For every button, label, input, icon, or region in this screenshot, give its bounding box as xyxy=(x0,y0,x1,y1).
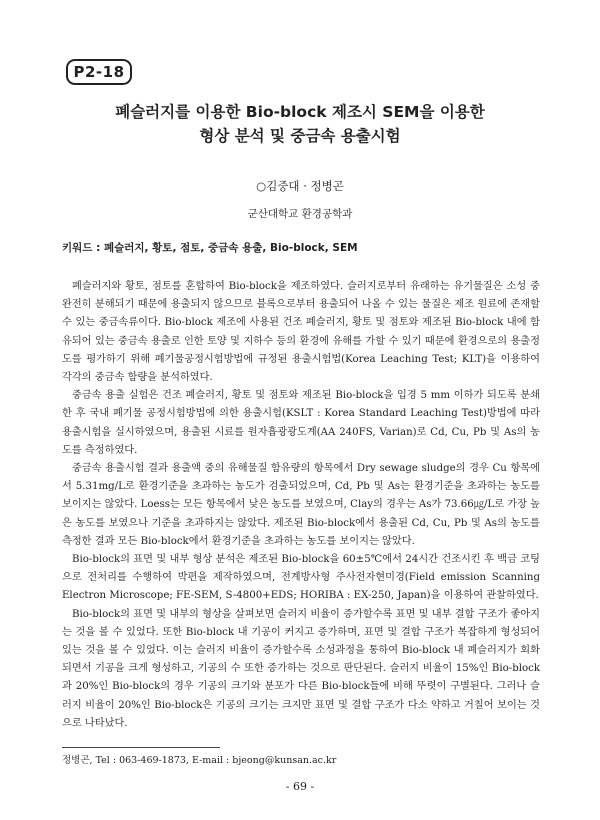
page-number: - 69 - xyxy=(285,780,315,793)
paragraph-1: 폐슬러지와 황토, 점토를 혼합하여 Bio-block을 제조하였다. 슬러지로부터 유래하는 유기물질은 소성 중 완전히 분해되기 때문에 용출되지 않으므로 블록으로부터 용출되어 나올 수 있는 물질은 제조 원료에 존재할 수 있는 중금속류이다. Bio-block 제조에 사용된 건조 폐슬러지, 황토 및 점토와 제조된 Bio-block 내에 함유되어 있는 중금속 용출로 인한 토양 및 지하수 등의 환경에 유해를 가할 수 있기 때문에 환경으로의 용출정도를 평가하기 위해 폐기물공정시험방법에 규정된 용출시험법(Korea Leaching Test; KLT)을 이용하여 각각의 중금속 함량을 분석하였다. xyxy=(62,281,540,384)
paragraph-5: Bio-block의 표면 및 내부의 형상을 살펴보면 슬러지 비율이 증가할수록 표면 및 내부 결합 구조가 좋아지는 것을 볼 수 있었다. 또한 Bio-block 내 기공이 커지고 증가하며, 표면 및 결합 구조가 복잡하게 형성되어 있는 것을 볼 수 있었다. 이는 슬러지 비율이 증가할수록 소성과정을 통하여 Bio-block 내 폐슬러지가 회화되면서 기공을 크게 형성하고, 기공의 수 또한 증가하는 것으로 판단된다. 슬러지 비율이 15%인 Bio-block과 20%인 Bio-block의 경우 기공의 크기와 분포가 다른 Bio-block들에 비해 뚜렷이 구별된다. 그러나 슬러지 비율이 20%인 Bio-block은 기공의 크기는 크지만 표면 및 결합 구조가 다소 약하고 거칠어 보이는 것으로 나타났다. xyxy=(62,608,540,729)
paragraph-2: 중금속 용출 실험은 건조 폐슬러지, 황토 및 점토와 제조된 Bio-block을 입경 5 mm 이하가 되도록 분쇄한 후 국내 폐기물 공정시험방법에 의한 용출시험(KSLT : Korea Standard Leaching Test)방법에 따라 용출시험을 실시하였으며, 용출된 시료를 원자흡광광도계(AA 240FS, Varian)로 Cd, Cu, Pb 및 As의 농도를 측정하였다. xyxy=(62,390,540,456)
paper-title-line-2: 형상 분석 및 중금속 용출시험 xyxy=(199,127,401,145)
footnote-contact: 정병곤, Tel : 063-469-1873, E-mail : bjeong@kunsan.ac.kr xyxy=(62,755,337,766)
footnote-divider xyxy=(62,747,220,748)
paragraph-4: Bio-block의 표면 및 내부 형상 분석은 제조된 Bio-block을 60±5℃에서 24시간 건조시킨 후 백금 코팅으로 전처리를 수행하여 박편을 제작하였으며, 전계방사형 주사전자현미경(Field emission Scanning Electron Microscope; FE-SEM, S-4800+EDS; HORIBA : EX-250, Japan)을 이용하여 관찰하였다. xyxy=(62,554,540,602)
authors: ○김중대 · 정병곤 xyxy=(256,179,344,193)
paper-title-line-1: 폐슬러지를 이용한 Bio-block 제조시 SEM을 이용한 xyxy=(115,103,485,121)
affiliation: 군산대학교 환경공학과 xyxy=(247,208,353,220)
poster-id-badge: P2-18 xyxy=(66,59,132,85)
keywords: 키워드 : 폐슬러지, 황토, 점토, 중금속 용출, Bio-block, SEM xyxy=(62,242,358,254)
paragraph-3: 중금속 용출시험 결과 용출액 중의 유해물질 함유량의 항목에서 Dry sewage sludge의 경우 Cu 항목에서 5.31mg/L로 환경기준을 초과하는 농도가 검출되었으며, Cd, Pb 및 As는 환경기준을 초과하는 농도를 보이지는 않았다. Loess는 모든 항목에서 낮은 농도를 보였으며, Clay의 경우는 As가 73.66㎍/L로 가장 높은 농도를 보였으나 기준을 초과하지는 않았다. 제조된 Bio-block에서 용출된 Cd, Cu, Pb 및 As의 농도를 측정한 결과 모든 Bio-block에서 환경기준을 초과하는 농도를 보이지는 않았다. xyxy=(62,463,540,547)
abstract-body xyxy=(62,278,540,733)
